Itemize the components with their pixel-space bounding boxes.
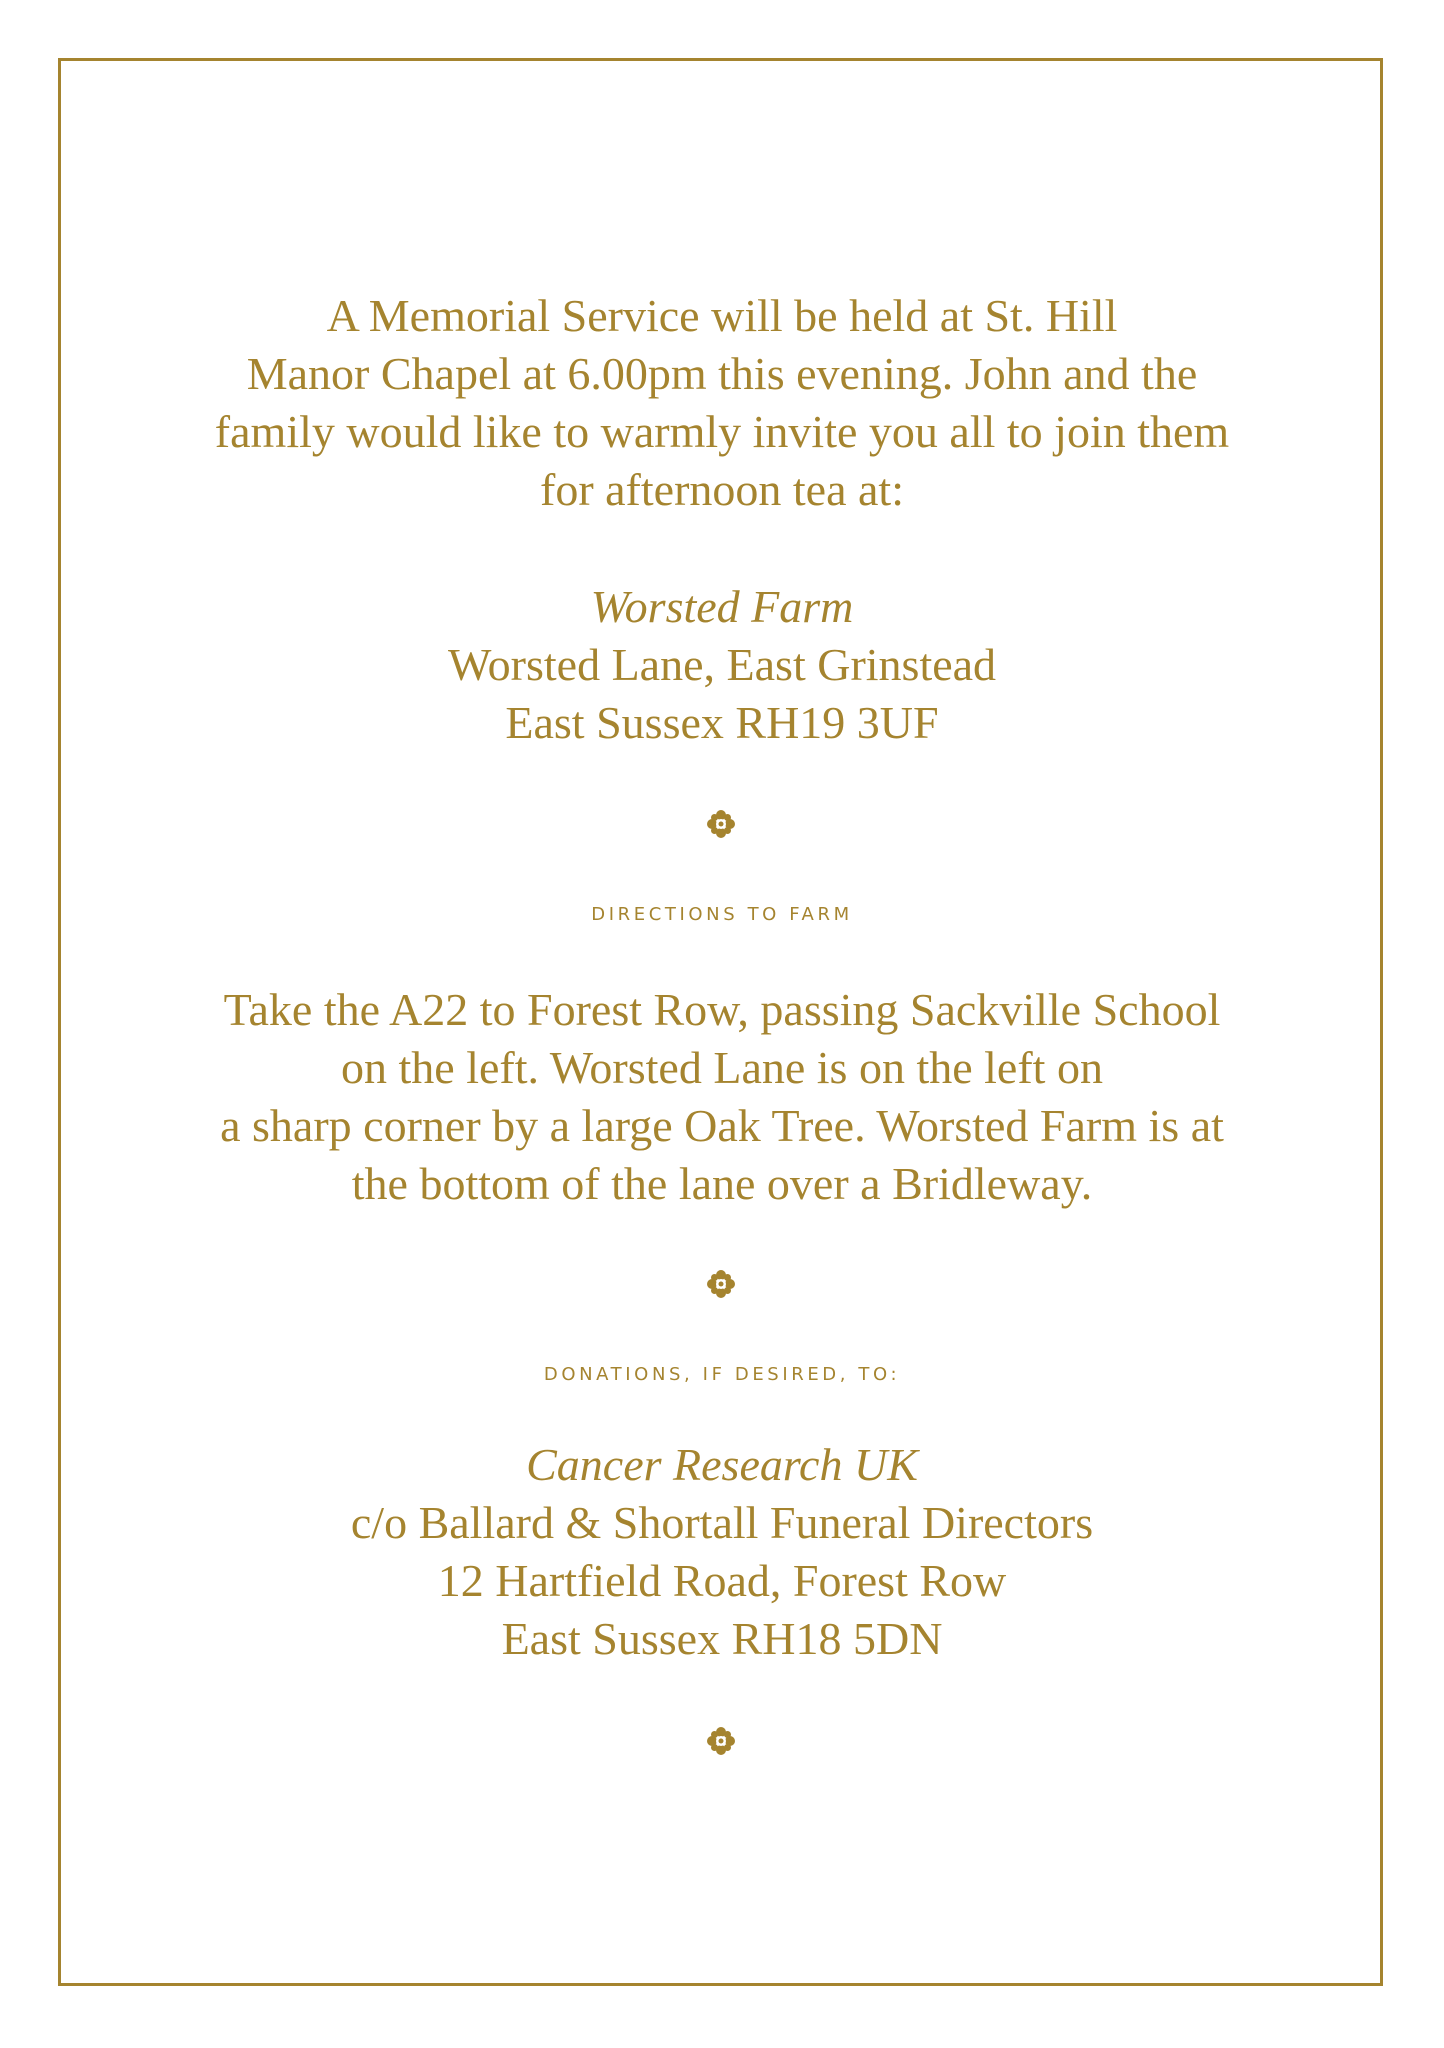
donations-address-line: 12 Hartfield Road, Forest Row xyxy=(437,1555,1007,1606)
memorial-service-notice xyxy=(120,287,1324,519)
donations-address-line: East Sussex RH18 5DN xyxy=(501,1613,943,1664)
venue-address-line: Worsted Lane, East Grinstead xyxy=(447,639,997,690)
directions-line: Take the A22 to Forest Row, passing Sackville School xyxy=(223,984,1221,1035)
floral-ornament-icon xyxy=(705,1268,737,1300)
donations-address xyxy=(120,1436,1324,1668)
directions-text xyxy=(120,981,1324,1213)
notice-line: Manor Chapel at 6.00pm this evening. John and the xyxy=(246,348,1198,399)
notice-line: for afternoon tea at: xyxy=(540,464,904,515)
directions-line: on the left. Worsted Lane is on the left on xyxy=(341,1042,1103,1093)
directions-line: the bottom of the lane over a Bridleway. xyxy=(351,1158,1093,1209)
directions-line: a sharp corner by a large Oak Tree. Worsted Farm is at xyxy=(220,1100,1224,1151)
notice-line: family would like to warmly invite you all to join them xyxy=(214,406,1230,457)
directions-heading: DIRECTIONS TO FARM xyxy=(591,904,853,925)
donations-address-line: c/o Ballard & Shortall Funeral Directors xyxy=(350,1497,1094,1548)
donations-heading: DONATIONS, IF DESIRED, TO: xyxy=(543,1364,901,1385)
venue-address xyxy=(120,578,1324,752)
floral-ornament-icon xyxy=(705,1725,737,1757)
notice-line: A Memorial Service will be held at St. Hill xyxy=(326,290,1118,341)
charity-name: Cancer Research UK xyxy=(526,1439,918,1490)
floral-ornament-icon xyxy=(705,808,737,840)
venue-address-line: East Sussex RH19 3UF xyxy=(505,697,939,748)
venue-name: Worsted Farm xyxy=(590,581,854,632)
